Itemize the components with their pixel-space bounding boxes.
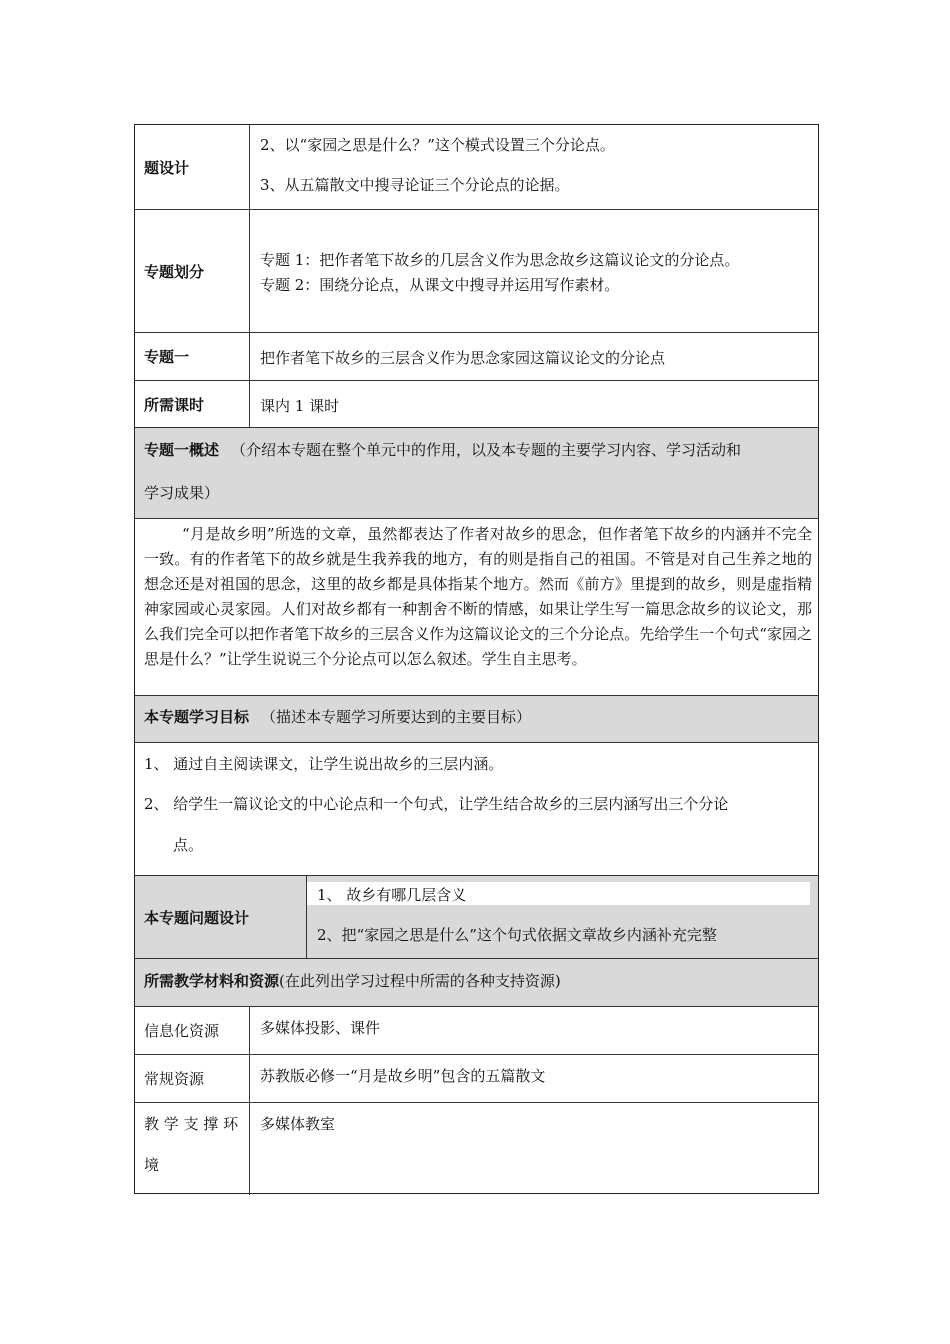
topic1-value — [250, 333, 818, 380]
row-goals-header — [135, 696, 818, 743]
design-label: 题设计 — [135, 125, 250, 209]
overview-label: 专题一概述 — [144, 441, 220, 459]
materials-header-line — [144, 970, 561, 991]
env-text: 多媒体教室 — [260, 1115, 336, 1133]
goal-item-2-line-2: 点。 — [173, 836, 204, 854]
question-1: 1、 故乡有哪几层含义 — [317, 886, 467, 904]
regular-value — [250, 1055, 818, 1102]
hours-label: 所需课时 — [135, 381, 250, 427]
row-goals-body — [135, 743, 818, 876]
row-regular-resources — [135, 1055, 818, 1103]
question-2: 2、把“家园之思是什么”这个句式依据文章故乡内涵补充完整 — [317, 926, 717, 944]
topic1-label: 专题一 — [135, 333, 250, 380]
goal-item-2-line-1: 2、 给学生一篇议论文的中心论点和一个句式，让学生结合故乡的三层内涵写出三个分论 — [144, 795, 729, 813]
division-label: 专题划分 — [135, 210, 250, 332]
design-value — [250, 125, 818, 209]
materials-label: 所需教学材料和资源 — [144, 972, 280, 990]
row-it-resources — [135, 1007, 818, 1055]
design-line-1: 2、以“家园之思是什么？”这个模式设置三个分论点。 — [260, 136, 615, 154]
row-questions — [135, 876, 818, 959]
env-label-line-1: 教 学 支 撑 环 — [144, 1115, 239, 1133]
it-text: 多媒体投影、课件 — [260, 1019, 381, 1037]
regular-label: 常规资源 — [135, 1055, 250, 1102]
regular-text: 苏教版必修一“月是故乡明”包含的五篇散文 — [260, 1067, 546, 1085]
goals-label: 本专题学习目标 — [144, 708, 250, 726]
design-line-2: 3、从五篇散文中搜寻论证三个分论点的论据。 — [260, 176, 570, 194]
overview-header-line-1 — [144, 439, 741, 460]
overview-body: “月是故乡明”所选的文章，虽然都表达了作者对故乡的思念，但作者笔下故乡的内涵并不完全一致。有的作者笔下的故乡就是生我养我的地方，有的则是指自己的祖国。不管是对自己生养之地的想念还是对祖国的思念，这里的故乡都是具体指某个地方。然而《前方》里提到的故乡，则是虚指精神家园或心灵家园。人们对故乡都有一种割舍不断的情感，如果让学生写一篇思念故乡的议论文，那么我们完全可以把作者笔下故乡的三层含义作为这篇议论文的三个分论点。先给学生一个句式“家园之思是什么？”让学生说说三个分论点可以怎么叙述。学生自主思考。 — [144, 525, 812, 668]
env-label — [135, 1103, 250, 1195]
division-value — [250, 210, 818, 332]
hours-value — [250, 381, 818, 427]
question-1-cell — [307, 882, 810, 905]
overview-desc-2: 学习成果） — [144, 484, 220, 502]
goals-desc: （描述本专题学习所要达到的主要目标） — [261, 708, 532, 726]
row-topic1 — [135, 333, 818, 381]
row-division — [135, 210, 818, 333]
row-hours — [135, 381, 818, 428]
topic1-text: 把作者笔下故乡的三层含义作为思念家园这篇议论文的分论点 — [260, 349, 666, 367]
hours-text: 课内 1 课时 — [260, 397, 340, 415]
row-overview-header — [135, 428, 818, 519]
row-design — [135, 125, 818, 210]
it-label: 信息化资源 — [135, 1007, 250, 1054]
lesson-plan-table — [134, 124, 819, 1194]
row-environment — [135, 1103, 818, 1195]
row-materials-header — [135, 959, 818, 1007]
goal-item-1: 1、 通过自主阅读课文，让学生说出故乡的三层内涵。 — [144, 755, 504, 773]
goals-header-line — [144, 706, 531, 727]
env-label-line-2: 境 — [144, 1156, 160, 1174]
materials-desc: (在此列出学习过程中所需的各种支持资源) — [279, 972, 561, 990]
env-value — [250, 1103, 818, 1195]
division-line-1: 专题 1：把作者笔下故乡的几层含义作为思念故乡这篇议论文的分论点。 — [260, 251, 740, 269]
row-overview-body — [135, 519, 818, 696]
overview-desc-1: （介绍本专题在整个单元中的作用，以及本专题的主要学习内容、学习活动和 — [231, 441, 742, 459]
it-value — [250, 1007, 818, 1054]
questions-label: 本专题问题设计 — [135, 876, 307, 958]
division-line-2: 专题 2：围绕分论点，从课文中搜寻并运用写作素材。 — [260, 276, 620, 294]
